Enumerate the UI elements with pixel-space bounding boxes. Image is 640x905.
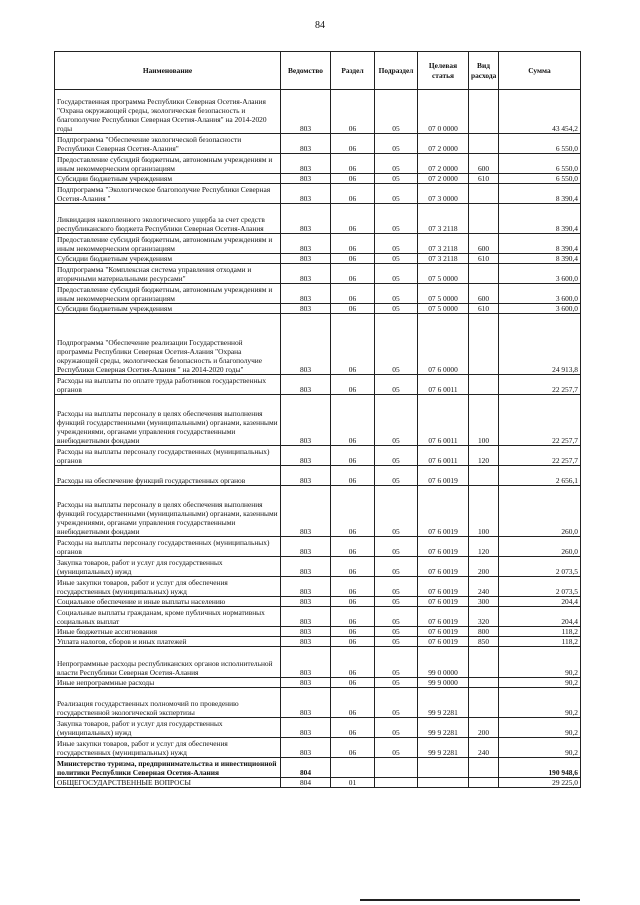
table-row	[55, 284, 581, 304]
row-subsection: 05	[375, 314, 418, 375]
row-sum: 204,4	[499, 597, 581, 607]
row-subsection: 05	[375, 234, 418, 254]
row-sum: 90,2	[499, 688, 581, 718]
row-name: Подпрограмма "Комплексная система управления отходами и вторичными материальными ресурсами"	[55, 264, 281, 284]
row-expense-type: 200	[469, 718, 499, 738]
row-subsection: 05	[375, 304, 418, 314]
table-row	[55, 577, 581, 597]
table-header-row	[55, 52, 581, 90]
row-expense-type	[469, 90, 499, 134]
row-dept: 803	[281, 446, 331, 466]
row-expense-type: 600	[469, 234, 499, 254]
row-dept: 803	[281, 627, 331, 637]
row-subsection: 05	[375, 284, 418, 304]
row-name: Расходы на выплаты персоналу государственных (муниципальных) органов	[55, 537, 281, 557]
table-row	[55, 607, 581, 627]
row-name: Ликвидация накопленного экологического ущерба за счет средств республиканского бюджета Республики Северная Осетия-Алания	[55, 204, 281, 234]
row-expense-type: 610	[469, 174, 499, 184]
row-subsection: 05	[375, 678, 418, 688]
row-section: 06	[331, 597, 375, 607]
row-expense-type: 850	[469, 637, 499, 647]
row-sum: 8 390,4	[499, 254, 581, 264]
row-expense-type: 800	[469, 627, 499, 637]
row-dept: 803	[281, 647, 331, 678]
page-number: 84	[315, 20, 325, 31]
row-name: Предоставление субсидий бюджетным, автономным учреждениям и иным некоммерческим организациям	[55, 154, 281, 174]
row-dept: 804	[281, 758, 331, 778]
table-row	[55, 314, 581, 375]
table-row	[55, 90, 581, 134]
row-sum: 22 257,7	[499, 395, 581, 446]
row-dept: 803	[281, 375, 331, 395]
row-section: 06	[331, 174, 375, 184]
row-name: Реализация государственных полномочий по проведению государственной экологической экспертизы	[55, 688, 281, 718]
row-expense-type: 240	[469, 738, 499, 758]
row-section: 06	[331, 557, 375, 577]
row-subsection: 05	[375, 466, 418, 486]
row-section: 06	[331, 154, 375, 174]
row-target: 99 9 0000	[418, 678, 469, 688]
row-sum: 204,4	[499, 607, 581, 627]
row-subsection: 05	[375, 557, 418, 577]
row-name: Социальное обеспечение и иные выплаты населению	[55, 597, 281, 607]
table-row	[55, 778, 581, 788]
row-sum: 190 948,6	[499, 758, 581, 778]
row-expense-type: 100	[469, 395, 499, 446]
table-row	[55, 537, 581, 557]
row-dept: 803	[281, 154, 331, 174]
row-name: Иные непрограммные расходы	[55, 678, 281, 688]
row-sum: 118,2	[499, 637, 581, 647]
row-section: 06	[331, 647, 375, 678]
row-sum: 8 390,4	[499, 234, 581, 254]
header-dept: Ведомство	[281, 52, 331, 90]
row-sum: 2 656,1	[499, 466, 581, 486]
row-dept: 803	[281, 597, 331, 607]
row-name: Расходы на выплаты персоналу в целях обеспечения выполнения функций государственными (муниципальными) органами, казенными учреждениями, органами управления государственными внебюджетными фондами	[55, 395, 281, 446]
table-row	[55, 627, 581, 637]
row-sum: 29 225,0	[499, 778, 581, 788]
row-section: 06	[331, 314, 375, 375]
row-target: 99 0 0000	[418, 647, 469, 678]
row-expense-type: 320	[469, 607, 499, 627]
row-name: Иные закупки товаров, работ и услуг для обеспечения государственных (муниципальных) нужд	[55, 738, 281, 758]
table-row	[55, 486, 581, 537]
row-expense-type: 610	[469, 304, 499, 314]
row-sum: 2 073,5	[499, 577, 581, 597]
row-target: 07 6 0019	[418, 597, 469, 607]
row-subsection: 05	[375, 174, 418, 184]
row-target	[418, 778, 469, 788]
row-target: 07 5 0000	[418, 284, 469, 304]
row-section: 06	[331, 284, 375, 304]
row-dept: 803	[281, 557, 331, 577]
row-dept: 803	[281, 607, 331, 627]
row-target: 07 3 2118	[418, 204, 469, 234]
row-section: 06	[331, 446, 375, 466]
row-subsection: 05	[375, 90, 418, 134]
row-target: 07 2 0000	[418, 174, 469, 184]
row-expense-type	[469, 204, 499, 234]
table-row	[55, 446, 581, 466]
row-target: 07 6 0019	[418, 537, 469, 557]
table-row	[55, 395, 581, 446]
row-sum: 2 073,5	[499, 557, 581, 577]
row-section: 06	[331, 264, 375, 284]
row-sum: 90,2	[499, 738, 581, 758]
row-expense-type: 120	[469, 446, 499, 466]
row-sum: 22 257,7	[499, 375, 581, 395]
row-name: Уплата налогов, сборов и иных платежей	[55, 637, 281, 647]
row-target: 07 3 2118	[418, 254, 469, 264]
row-section: 06	[331, 486, 375, 537]
row-subsection	[375, 778, 418, 788]
row-subsection: 05	[375, 627, 418, 637]
row-expense-type	[469, 375, 499, 395]
row-name: Субсидии бюджетным учреждениям	[55, 304, 281, 314]
row-target: 07 6 0011	[418, 375, 469, 395]
row-target: 07 5 0000	[418, 304, 469, 314]
row-target: 07 6 0019	[418, 607, 469, 627]
row-sum: 6 550,0	[499, 174, 581, 184]
row-subsection: 05	[375, 718, 418, 738]
row-sum: 260,0	[499, 537, 581, 557]
row-dept: 803	[281, 134, 331, 154]
row-name: Субсидии бюджетным учреждениям	[55, 254, 281, 264]
row-sum: 6 550,0	[499, 134, 581, 154]
row-subsection: 05	[375, 264, 418, 284]
row-dept: 803	[281, 688, 331, 718]
table-row	[55, 204, 581, 234]
row-dept: 803	[281, 254, 331, 264]
row-subsection: 05	[375, 254, 418, 264]
row-name: Предоставление субсидий бюджетным, автономным учреждениям и иным некоммерческим организациям	[55, 234, 281, 254]
row-expense-type	[469, 678, 499, 688]
row-section: 06	[331, 204, 375, 234]
row-target	[418, 758, 469, 778]
row-dept: 803	[281, 184, 331, 204]
table-row	[55, 174, 581, 184]
row-subsection: 05	[375, 738, 418, 758]
row-target: 07 2 0000	[418, 154, 469, 174]
row-expense-type	[469, 134, 499, 154]
table-row	[55, 234, 581, 254]
row-target: 99 9 2281	[418, 688, 469, 718]
row-target: 07 6 0019	[418, 577, 469, 597]
row-sum: 8 390,4	[499, 204, 581, 234]
row-target: 99 9 2281	[418, 738, 469, 758]
row-expense-type	[469, 778, 499, 788]
row-section: 06	[331, 688, 375, 718]
row-dept: 803	[281, 304, 331, 314]
row-target: 07 6 0019	[418, 557, 469, 577]
table-row	[55, 597, 581, 607]
row-expense-type: 300	[469, 597, 499, 607]
row-name: Иные бюджетные ассигнования	[55, 627, 281, 637]
table-row	[55, 154, 581, 174]
row-dept: 803	[281, 284, 331, 304]
row-sum: 3 600,0	[499, 284, 581, 304]
row-name: Предоставление субсидий бюджетным, автономным учреждениям и иным некоммерческим организациям	[55, 284, 281, 304]
row-dept: 803	[281, 204, 331, 234]
row-section	[331, 758, 375, 778]
table-row	[55, 678, 581, 688]
row-dept: 803	[281, 314, 331, 375]
row-target: 07 6 0019	[418, 637, 469, 647]
row-section: 06	[331, 184, 375, 204]
header-sum: Сумма	[499, 52, 581, 90]
row-dept: 803	[281, 395, 331, 446]
row-dept: 804	[281, 778, 331, 788]
row-subsection: 05	[375, 607, 418, 627]
row-section: 06	[331, 537, 375, 557]
row-name: Подпрограмма "Обеспечение реализации Государственной программы Республики Северная Осетия-Алания "Охрана окружающей среды, экологическая безопасность и благополучие Республики Северная Осетия-Алания " на 2014-2020 годы"	[55, 314, 281, 375]
row-name: Закупка товаров, работ и услуг для государственных (муниципальных) нужд	[55, 557, 281, 577]
row-section: 06	[331, 607, 375, 627]
row-name: Расходы на выплаты персоналу государственных (муниципальных) органов	[55, 446, 281, 466]
row-dept: 803	[281, 718, 331, 738]
row-section: 01	[331, 778, 375, 788]
header-expense-type: Вид расхода	[469, 52, 499, 90]
row-target: 07 6 0019	[418, 486, 469, 537]
row-target: 07 3 0000	[418, 184, 469, 204]
row-dept: 803	[281, 678, 331, 688]
row-expense-type	[469, 688, 499, 718]
row-target: 07 6 0019	[418, 627, 469, 637]
row-subsection: 05	[375, 154, 418, 174]
row-expense-type	[469, 264, 499, 284]
row-section: 06	[331, 375, 375, 395]
table-row	[55, 557, 581, 577]
table-row	[55, 375, 581, 395]
row-subsection: 05	[375, 375, 418, 395]
row-name: ОБЩЕГОСУДАРСТВЕННЫЕ ВОПРОСЫ	[55, 778, 281, 788]
row-subsection: 05	[375, 486, 418, 537]
row-subsection: 05	[375, 184, 418, 204]
row-name: Расходы на выплаты персоналу в целях обеспечения выполнения функций государственными (муниципальными) органами, казенными учреждениями, органами управления государственными внебюджетными фондами	[55, 486, 281, 537]
table-row	[55, 718, 581, 738]
bottom-rule	[360, 899, 580, 901]
row-name: Подпрограмма "Экологическое благополучие Республики Северная Осетия-Алания "	[55, 184, 281, 204]
row-target: 99 9 2281	[418, 718, 469, 738]
row-section: 06	[331, 678, 375, 688]
table-row	[55, 738, 581, 758]
row-target: 07 6 0011	[418, 446, 469, 466]
row-expense-type	[469, 314, 499, 375]
table-body	[55, 90, 581, 788]
table-row	[55, 637, 581, 647]
row-expense-type: 240	[469, 577, 499, 597]
row-subsection: 05	[375, 537, 418, 557]
row-section: 06	[331, 395, 375, 446]
row-section: 06	[331, 718, 375, 738]
row-target: 07 6 0019	[418, 466, 469, 486]
row-sum: 8 390,4	[499, 184, 581, 204]
row-section: 06	[331, 627, 375, 637]
header-section: Раздел	[331, 52, 375, 90]
row-section: 06	[331, 577, 375, 597]
row-dept: 803	[281, 234, 331, 254]
row-section: 06	[331, 90, 375, 134]
header-target: Целевая статья	[418, 52, 469, 90]
row-name: Субсидии бюджетным учреждениям	[55, 174, 281, 184]
row-name: Государственная программа Республики Северная Осетия-Алания "Охрана окружающей среды, экологическая безопасность и благополучие Республики Северная Осетия-Алания" на 2014-2020 годы	[55, 90, 281, 134]
row-subsection: 05	[375, 637, 418, 647]
row-expense-type: 120	[469, 537, 499, 557]
row-subsection: 05	[375, 134, 418, 154]
row-expense-type	[469, 647, 499, 678]
table-row	[55, 264, 581, 284]
header-subsection: Подраздел	[375, 52, 418, 90]
row-subsection: 05	[375, 688, 418, 718]
table-row	[55, 304, 581, 314]
row-dept: 803	[281, 637, 331, 647]
row-name: Социальные выплаты гражданам, кроме публичных нормативных социальных выплат	[55, 607, 281, 627]
table-row	[55, 134, 581, 154]
row-section: 06	[331, 466, 375, 486]
row-name: Расходы на выплаты по оплате труда работников государственных органов	[55, 375, 281, 395]
row-target: 07 5 0000	[418, 264, 469, 284]
row-sum: 3 600,0	[499, 304, 581, 314]
row-name: Иные закупки товаров, работ и услуг для обеспечения государственных (муниципальных) нужд	[55, 577, 281, 597]
row-name: Министерство туризма, предпринимательства и инвестиционной политики Республики Северная Осетия-Алания	[55, 758, 281, 778]
row-subsection	[375, 758, 418, 778]
row-expense-type: 100	[469, 486, 499, 537]
table-row	[55, 254, 581, 264]
row-section: 06	[331, 134, 375, 154]
row-sum: 90,2	[499, 678, 581, 688]
row-dept: 803	[281, 466, 331, 486]
row-expense-type	[469, 758, 499, 778]
row-subsection: 05	[375, 597, 418, 607]
row-dept: 803	[281, 577, 331, 597]
row-name: Непрограммные расходы республиканских органов исполнительной власти Республики Северная Осетия-Алания	[55, 647, 281, 678]
row-section: 06	[331, 254, 375, 264]
row-sum: 24 913,8	[499, 314, 581, 375]
row-subsection: 05	[375, 647, 418, 678]
row-sum: 22 257,7	[499, 446, 581, 466]
row-sum: 260,0	[499, 486, 581, 537]
row-sum: 118,2	[499, 627, 581, 637]
row-dept: 803	[281, 537, 331, 557]
row-name: Подпрограмма "Обеспечение экологической безопасности Республики Северная Осетия-Алания"	[55, 134, 281, 154]
row-target: 07 3 2118	[418, 234, 469, 254]
row-subsection: 05	[375, 395, 418, 446]
row-dept: 803	[281, 486, 331, 537]
table-row	[55, 184, 581, 204]
row-target: 07 6 0000	[418, 314, 469, 375]
row-name: Расходы на обеспечение функций государственных органов	[55, 466, 281, 486]
header-name: Наименование	[55, 52, 281, 90]
row-sum: 6 550,0	[499, 154, 581, 174]
budget-table	[54, 51, 581, 788]
row-sum: 3 600,0	[499, 264, 581, 284]
row-expense-type: 600	[469, 284, 499, 304]
row-target: 07 6 0011	[418, 395, 469, 446]
row-target: 07 0 0000	[418, 90, 469, 134]
row-expense-type: 200	[469, 557, 499, 577]
row-target: 07 2 0000	[418, 134, 469, 154]
row-dept: 803	[281, 264, 331, 284]
table-row	[55, 758, 581, 778]
row-section: 06	[331, 234, 375, 254]
row-dept: 803	[281, 90, 331, 134]
table-row	[55, 688, 581, 718]
row-section: 06	[331, 637, 375, 647]
row-subsection: 05	[375, 446, 418, 466]
row-sum: 43 454,2	[499, 90, 581, 134]
row-sum: 90,2	[499, 718, 581, 738]
row-subsection: 05	[375, 577, 418, 597]
row-dept: 803	[281, 174, 331, 184]
row-expense-type	[469, 466, 499, 486]
row-name: Закупка товаров, работ и услуг для государственных (муниципальных) нужд	[55, 718, 281, 738]
row-section: 06	[331, 738, 375, 758]
row-expense-type	[469, 184, 499, 204]
row-section: 06	[331, 304, 375, 314]
row-expense-type: 610	[469, 254, 499, 264]
row-expense-type: 600	[469, 154, 499, 174]
row-subsection: 05	[375, 204, 418, 234]
row-dept: 803	[281, 738, 331, 758]
row-sum: 90,2	[499, 647, 581, 678]
table-row	[55, 647, 581, 678]
table-row	[55, 466, 581, 486]
